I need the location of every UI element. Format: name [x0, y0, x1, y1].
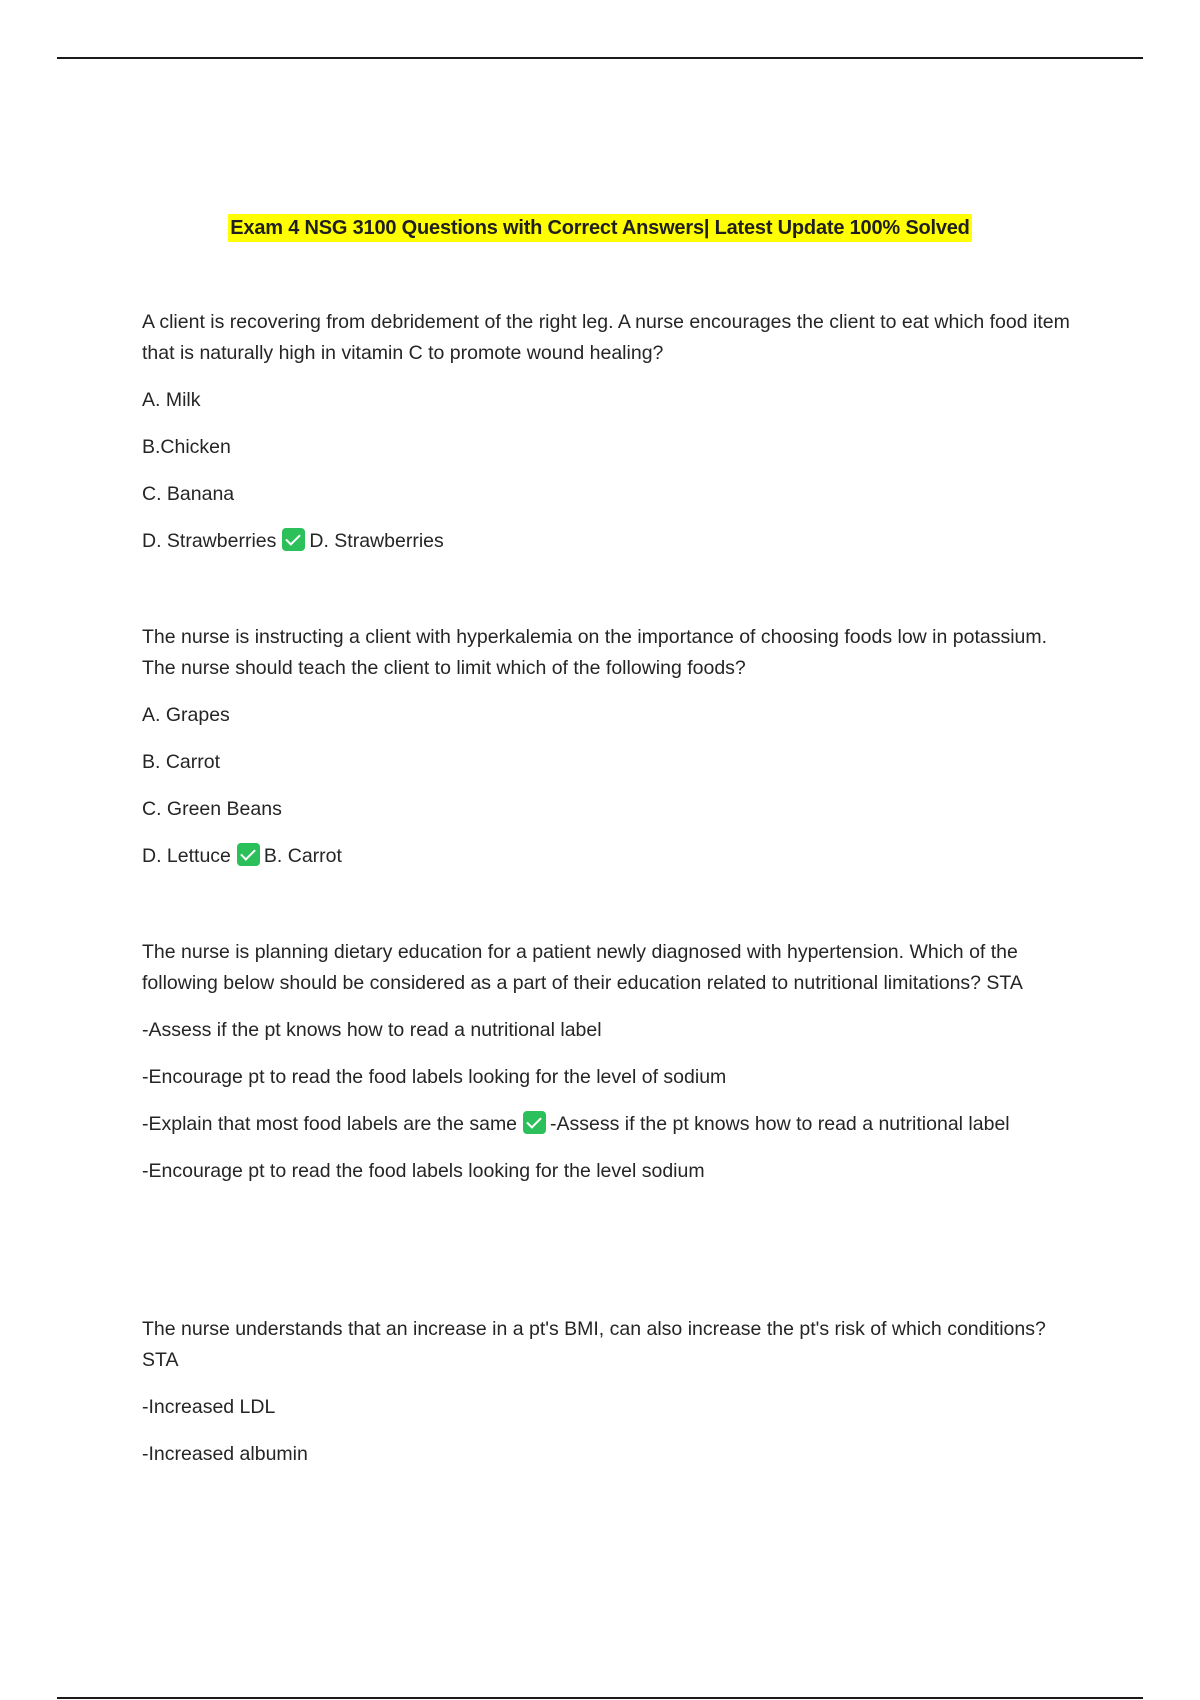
correct-answer-extra: -Encourage pt to read the food labels looking for the level sodium — [142, 1160, 705, 1182]
header-rule — [57, 57, 1143, 59]
question-stem: The nurse is instructing a client with hyperkalemia on the importance of choosing foods low in potassium. The nurse should teach the client to limit which of the following foods? — [142, 626, 1048, 679]
correct-answer: B. Carrot — [263, 845, 342, 867]
option-a: A. Grapes — [142, 704, 230, 726]
correct-answer: -Assess if the pt knows how to read a nutritional label — [550, 1113, 1010, 1135]
option-3-with-answer — [142, 1109, 1082, 1140]
option-a: A. Milk — [142, 389, 201, 411]
question-3 — [142, 937, 1082, 1203]
checkmark-icon — [523, 1111, 546, 1134]
option-d: D. Lettuce — [142, 845, 231, 867]
option-1: -Increased LDL — [142, 1396, 276, 1418]
question-stem: The nurse is planning dietary education for a patient newly diagnosed with hypertension. Which of the following below should be considered as a part of their education related to nutritional limitations? STA — [142, 941, 1023, 994]
option-1: -Assess if the pt knows how to read a nutritional label — [142, 1019, 602, 1041]
question-stem: A client is recovering from debridement of the right leg. A nurse encourages the client to eat which food item that is naturally high in vitamin C to promote wound healing? — [142, 311, 1070, 364]
question-1 — [142, 307, 1082, 573]
option-2: -Increased albumin — [142, 1443, 308, 1465]
option-c: C. Banana — [142, 483, 235, 505]
title-wrapper — [0, 214, 1200, 242]
option-d-with-answer — [142, 526, 1082, 557]
correct-answer: D. Strawberries — [309, 530, 444, 552]
question-2 — [142, 622, 1082, 888]
option-3: -Explain that most food labels are the same — [142, 1113, 518, 1135]
option-d-with-answer — [142, 841, 1082, 872]
document-title: Exam 4 NSG 3100 Questions with Correct Answers| Latest Update 100% Solved — [228, 214, 971, 242]
option-2: -Encourage pt to read the food labels looking for the level of sodium — [142, 1066, 727, 1088]
checkmark-icon — [282, 528, 305, 551]
option-d: D. Strawberries — [142, 530, 277, 552]
question-stem: The nurse understands that an increase in a pt's BMI, can also increase the pt's risk of which conditions? STA — [142, 1318, 1046, 1371]
footer-rule — [57, 1697, 1143, 1699]
option-b: B.Chicken — [142, 436, 231, 458]
option-c: C. Green Beans — [142, 798, 282, 820]
option-b: B. Carrot — [142, 751, 221, 773]
question-4 — [142, 1314, 1082, 1486]
checkmark-icon — [237, 843, 260, 866]
